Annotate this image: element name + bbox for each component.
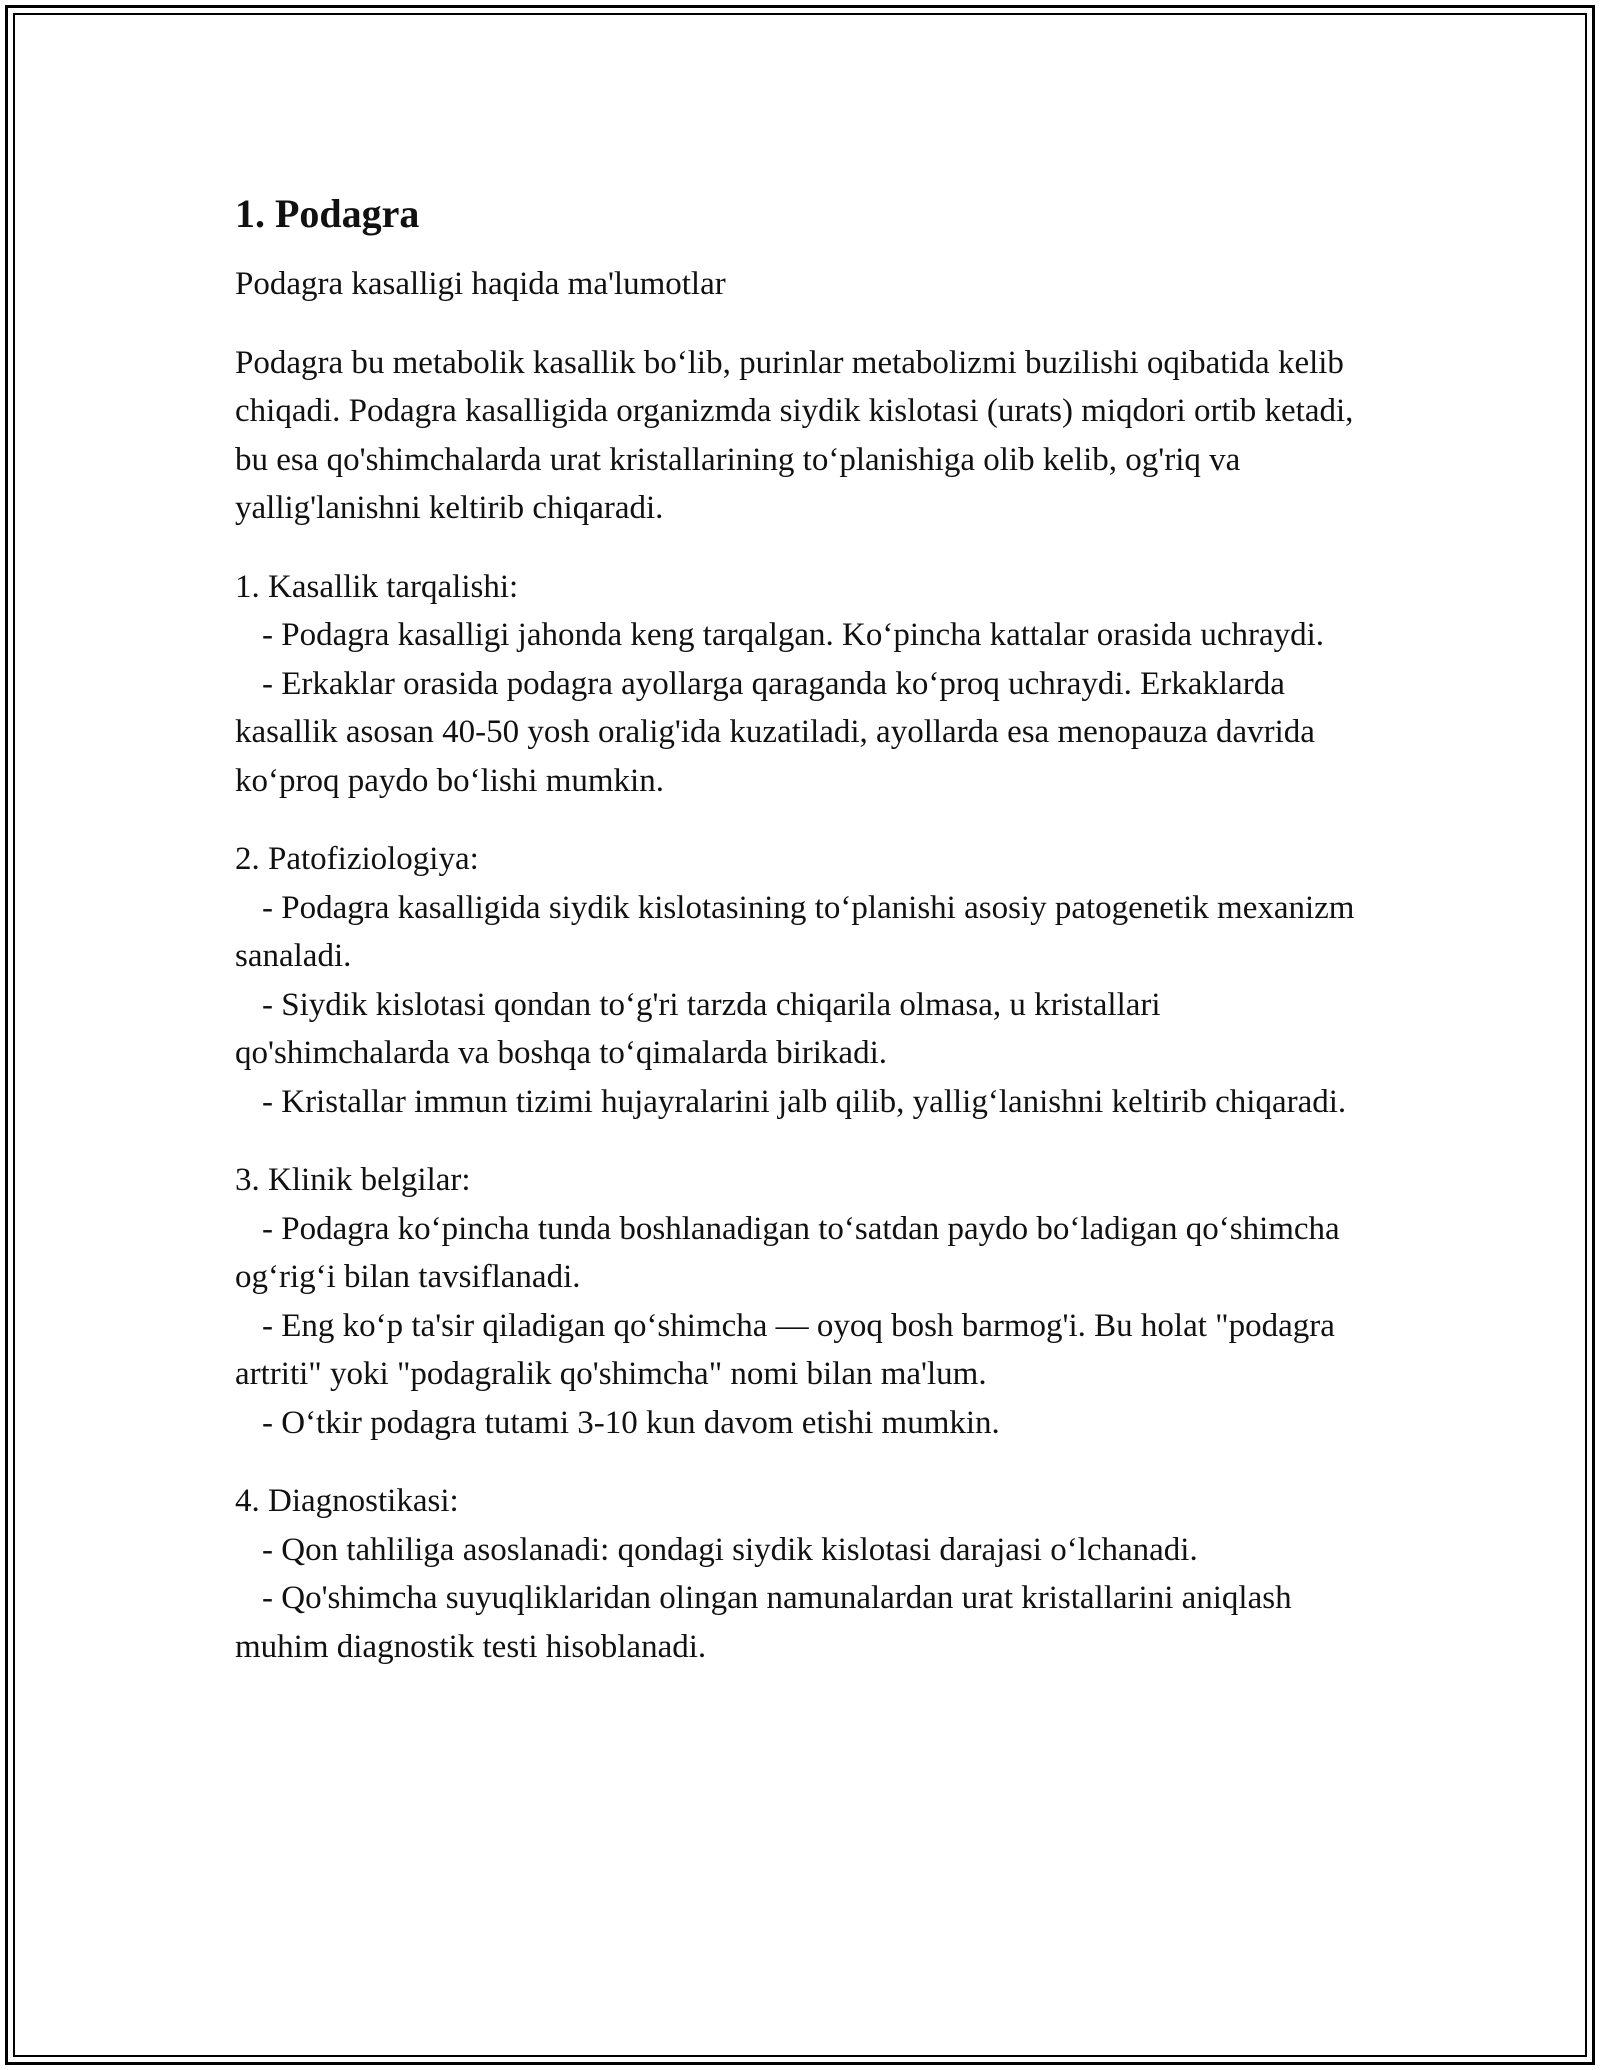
section-heading: 2. Patofiziologiya: — [235, 841, 479, 877]
document-title: 1. Podagra — [235, 191, 420, 236]
bullet-item: - O‘tkir podagra tutami 3-10 kun davom etishi mumkin. — [262, 1404, 1000, 1441]
bullet-item: - Erkaklar orasida podagra ayollarga qaraganda ko‘proq uchraydi. Erkaklarda kasallik asosan 40-50 yosh oralig'ida kuzatiladi, ayollarda esa menopauza davrida ko‘proq paydo bo‘lishi mumkin. — [235, 665, 1315, 799]
bullet-item: - Qon tahliliga asoslanadi: qondagi siydik kislotasi darajasi o‘lchanadi. — [262, 1531, 1198, 1568]
document-body — [235, 186, 1365, 1671]
bullet-item: - Podagra kasalligida siydik kislotasining to‘planishi asosiy patogenetik mexanizm sanaladi. — [235, 889, 1355, 974]
spacer — [235, 309, 1365, 339]
bullet-item: - Podagra kasalligi jahonda keng tarqalgan. Ko‘pincha kattalar orasida uchraydi. — [262, 617, 1325, 653]
document-subtitle: Podagra kasalligi haqida ma'lumotlar — [235, 266, 726, 302]
section-heading: 3. Klinik belgilar: — [235, 1162, 471, 1198]
section-heading: 4. Diagnostikasi: — [235, 1483, 459, 1519]
section-pathophysiology — [235, 835, 1365, 1126]
bullet-item: - Podagra ko‘pincha tunda boshlanadigan to‘satdan paydo bo‘ladigan qo‘shimcha og‘rig‘i bilan tavsiflanadi. — [235, 1210, 1340, 1295]
bullet-item: - Qo'shimcha suyuqliklaridan olingan namunalardan urat kristallarini aniqlash muhim diagnostik testi hisoblanadi. — [235, 1580, 1292, 1665]
spacer — [235, 805, 1365, 835]
section-heading: 1. Kasallik tarqalishi: — [235, 568, 519, 605]
section-clinical-signs — [235, 1156, 1365, 1447]
section-diagnostics — [235, 1477, 1365, 1671]
spacer — [235, 533, 1365, 563]
bullet-item: - Kristallar immun tizimi hujayralarini jalb qilib, yallig‘lanishni keltirib chiqaradi. — [262, 1083, 1347, 1120]
bullet-item: - Siydik kislotasi qondan to‘g'ri tarzda chiqarila olmasa, u kristallari qo'shimchalarda va boshqa to‘qimalarda birikadi. — [235, 986, 1161, 1071]
spacer — [235, 1126, 1365, 1156]
bullet-item: - Eng ko‘p ta'sir qiladigan qo‘shimcha — oyoq bosh barmog'i. Bu holat "podagra artriti" yoki "podagralik qo'shimcha" nomi bilan ma'lum. — [235, 1307, 1335, 1392]
spacer — [235, 1447, 1365, 1477]
intro-paragraph: Podagra bu metabolik kasallik bo‘lib, purinlar metabolizmi buzilishi oqibatida kelib chiqadi. Podagra kasalligida organizmda siydik kislotasi (urats) miqdori ortib ketadi, bu esa qo'shimchalarda urat kristallarining to‘planishiga olib kelib, og'riq va yallig'lanishni keltirib chiqaradi. — [235, 344, 1362, 526]
section-distribution — [235, 563, 1365, 806]
